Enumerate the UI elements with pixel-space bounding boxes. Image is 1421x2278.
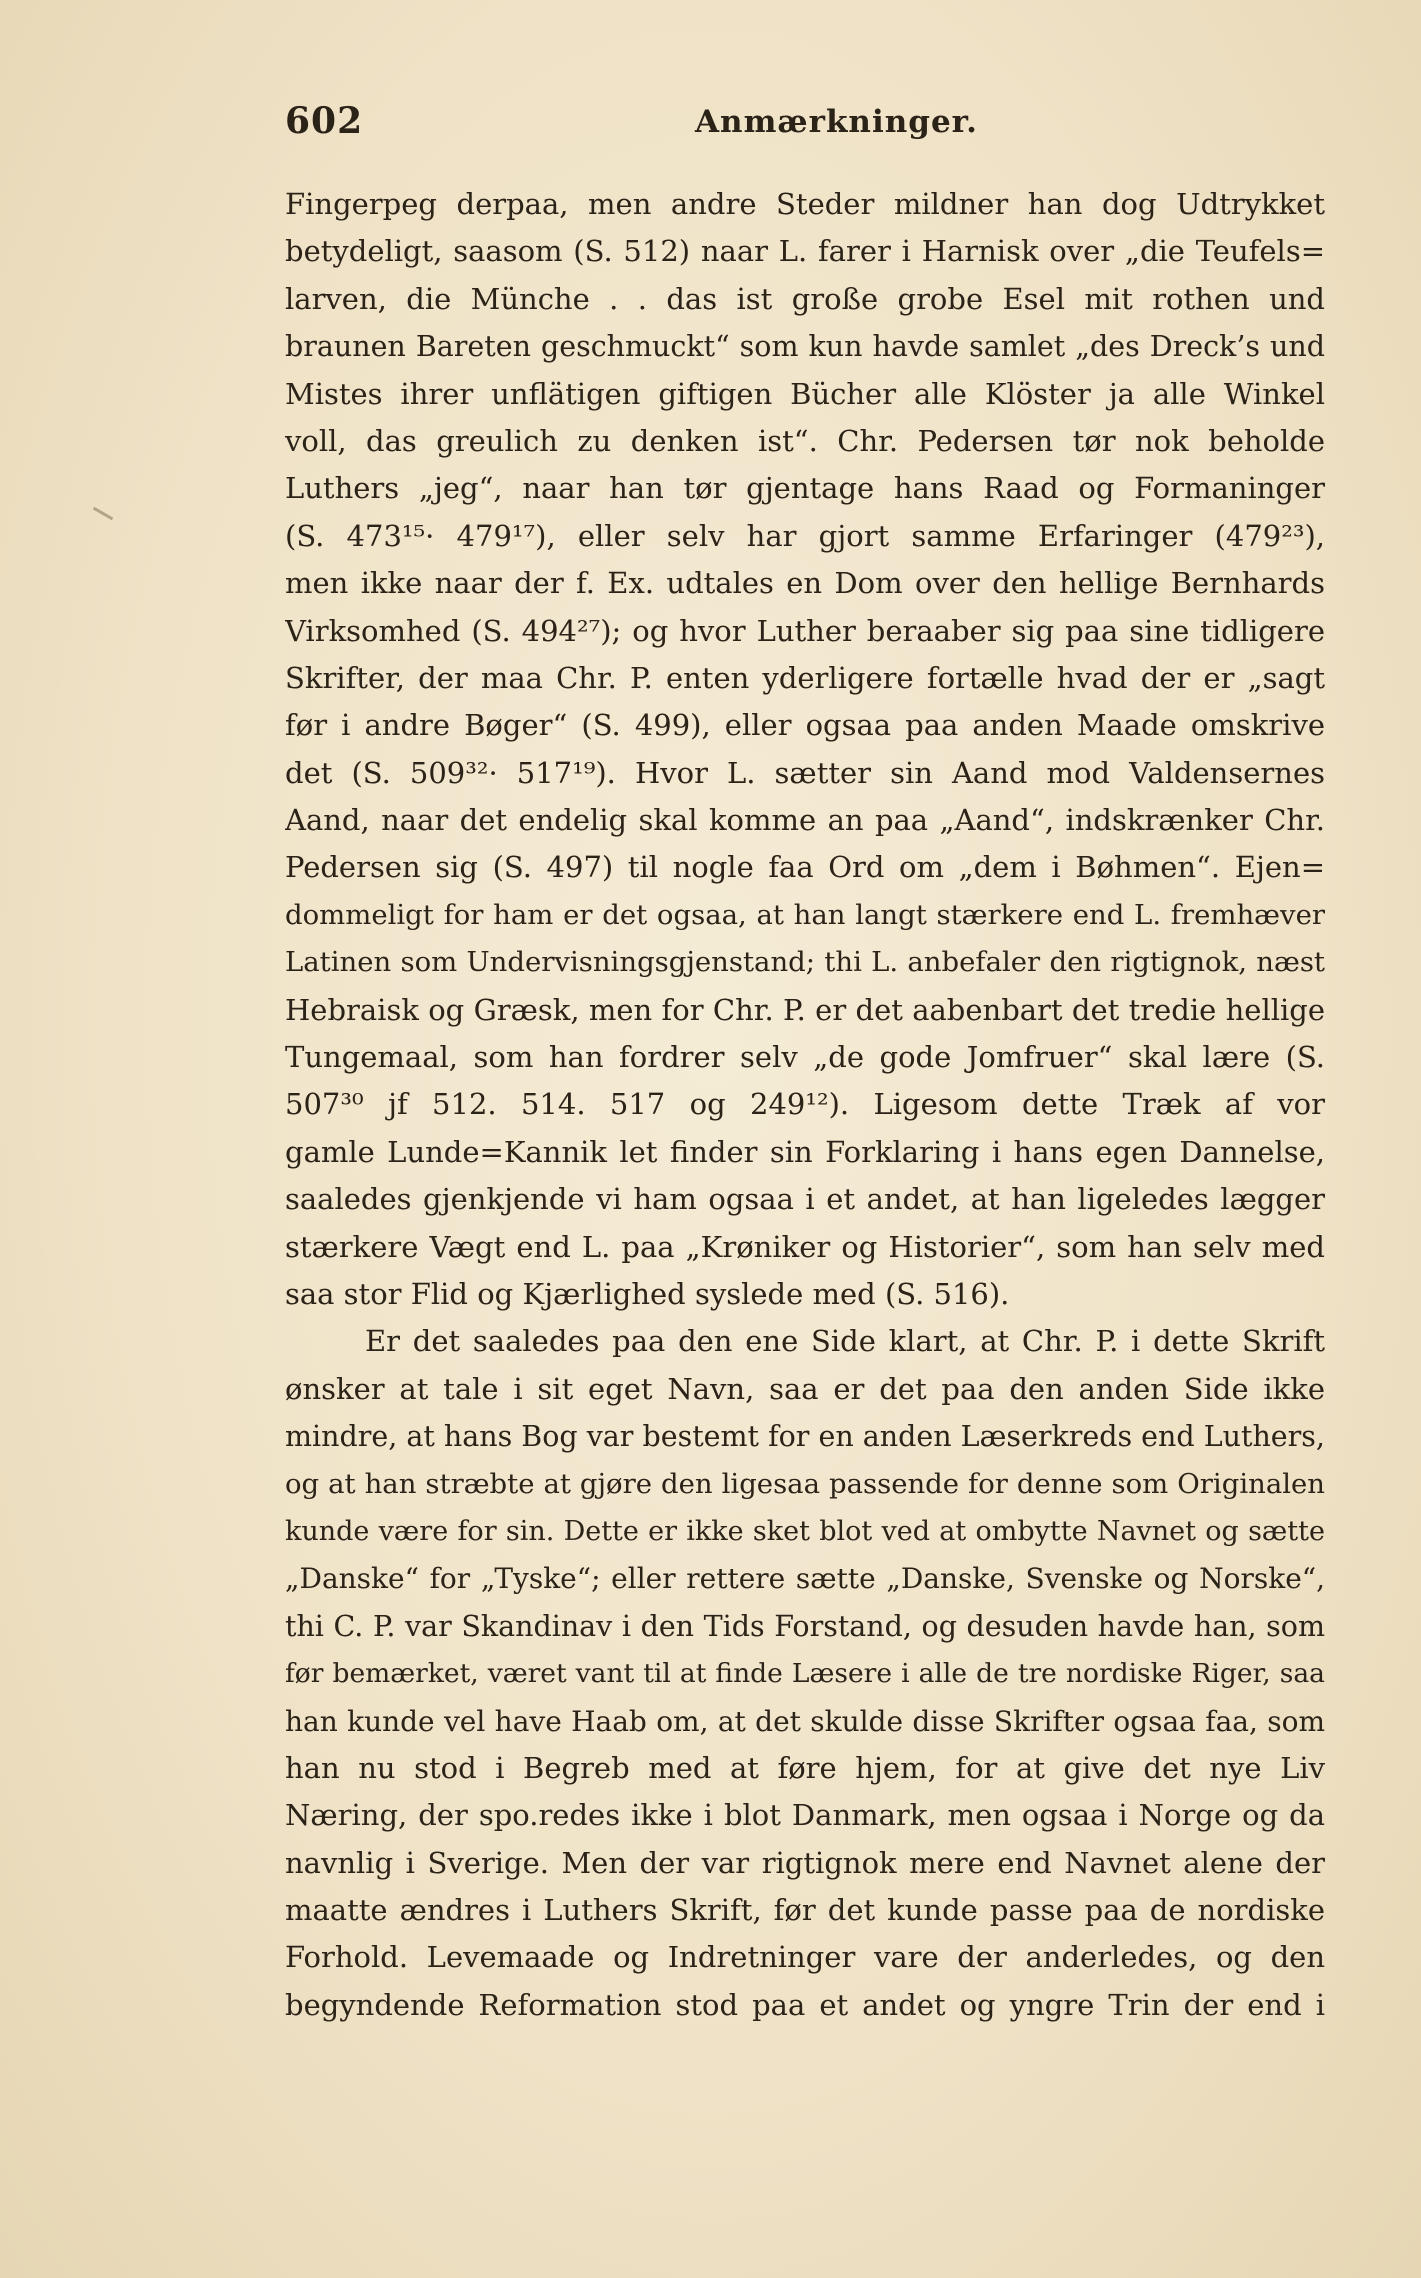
- text-line: Latinen som Undervisningsgjenstand; thi L. anbefaler den rigtignok, næst: [285, 946, 1325, 979]
- text-line: Næring, der spo.redes ikke i blot Danmark, men ogsaa i Norge og da: [285, 1798, 1325, 1833]
- text-line: saaledes gjenkjende vi ham ogsaa i et andet, at han ligeledes lægger: [285, 1182, 1325, 1217]
- text-line: det (S. 509³²· 517¹⁹). Hvor L. sætter sin Aand mod Valdensernes: [285, 755, 1325, 790]
- text-line: (S. 473¹⁵· 479¹⁷), eller selv har gjort samme Erfaringer (479²³),: [285, 518, 1325, 553]
- page-header: [285, 100, 1325, 160]
- text-line: Forhold. Levemaade og Indretninger vare der anderledes, og den: [285, 1940, 1325, 1975]
- text-line: mindre, at hans Bog var bestemt for en anden Læserkreds end Luthers,: [285, 1420, 1325, 1454]
- text-line: gamle Lunde=Kannik let finder sin Forklaring i hans egen Dannelse,: [285, 1134, 1325, 1169]
- running-head: Anmærkninger.: [695, 104, 978, 140]
- text-line: Aand, naar det endelig skal komme an paa „Aand“, indskrænker Chr.: [285, 803, 1325, 838]
- text-line: kunde være for sin. Dette er ikke sket blot ved at ombytte Navnet og sætte: [285, 1515, 1325, 1547]
- margin-mark: [93, 507, 114, 521]
- text-line: Skrifter, der maa Chr. P. enten yderligere fortælle hvad der er „sagt: [285, 660, 1325, 695]
- body-text: [285, 181, 1325, 2029]
- text-line: „Danske“ for „Tyske“; eller rettere sætte „Danske, Svenske og Norske“,: [285, 1562, 1325, 1596]
- text-line: larven, die Münche . . das ist große grobe Esel mit rothen und: [285, 281, 1325, 316]
- text-line: men ikke naar der f. Ex. udtales en Dom over den hellige Bernhards: [285, 566, 1325, 601]
- text-line: navnlig i Sverige. Men der var rigtignok mere end Navnet alene der: [285, 1845, 1325, 1880]
- text-line: begyndende Reformation stod paa et andet og yngre Trin der end i: [285, 1987, 1325, 2022]
- text-line: stærkere Vægt end L. paa „Krøniker og Historier“, som han selv med: [285, 1229, 1325, 1264]
- text-line: han nu stod i Begreb med at føre hjem, for at give det nye Liv: [285, 1750, 1325, 1785]
- text-line: Hebraisk og Græsk, men for Chr. P. er det aabenbart det tredie hellige: [285, 992, 1325, 1027]
- text-line: Fingerpeg derpaa, men andre Steder mildner han dog Udtrykket: [285, 187, 1325, 221]
- text-line: før i andre Bøger“ (S. 499), eller ogsaa paa anden Maade omskrive: [285, 708, 1325, 743]
- text-line: Mistes ihrer unflätigen giftigen Bücher alle Klöster ja alle Winkel: [285, 376, 1325, 411]
- text-line: braunen Bareten geschmuckt“ som kun havde samlet „des Dreck’s und: [285, 330, 1325, 364]
- text-line: maatte ændres i Luthers Skrift, før det kunde passe paa de nordiske: [285, 1893, 1325, 1928]
- paragraph-last-line: saa stor Flid og Kjærlighed syslede med (S. 516).: [285, 1276, 1010, 1311]
- paragraph-first-line: Er det saaledes paa den ene Side klart, at Chr. P. i dette Skrift: [365, 1324, 1325, 1359]
- text-line: voll, das greulich zu denken ist“. Chr. Pedersen tør nok beholde: [285, 423, 1325, 458]
- text-line: ønsker at tale i sit eget Navn, saa er det paa den anden Side ikke: [285, 1371, 1325, 1406]
- page-number: 602: [285, 100, 364, 142]
- text-line: 507³⁰ jf 512. 514. 517 og 249¹²). Ligesom dette Træk af vor: [285, 1087, 1325, 1122]
- text-line: Tungemaal, som han fordrer selv „de gode Jomfruer“ skal lære (S.: [285, 1040, 1325, 1075]
- text-line: før bemærket, været vant til at finde Læsere i alle de tre nordiske Riger, saa: [285, 1658, 1325, 1690]
- text-line: han kunde vel have Haab om, at det skulde disse Skrifter ogsaa faa, som: [285, 1704, 1325, 1738]
- text-line: Virksomhed (S. 494²⁷); og hvor Luther beraaber sig paa sine tidligere: [285, 613, 1325, 648]
- text-line: Luthers „jeg“, naar han tør gjentage hans Raad og Formaninger: [285, 471, 1325, 506]
- text-line: thi C. P. var Skandinav i den Tids Forstand, og desuden havde han, som: [285, 1609, 1325, 1643]
- text-line: Pedersen sig (S. 497) til nogle faa Ord om „dem i Bøhmen“. Ejen=: [285, 850, 1325, 885]
- text-line: og at han stræbte at gjøre den ligesaa passende for denne som Originalen: [285, 1467, 1325, 1500]
- text-line: betydeligt, saasom (S. 512) naar L. farer i Harnisk over „die Teufels=: [285, 234, 1325, 269]
- text-line: dommeligt for ham er det ogsaa, at han langt stærkere end L. fremhæver: [285, 898, 1325, 931]
